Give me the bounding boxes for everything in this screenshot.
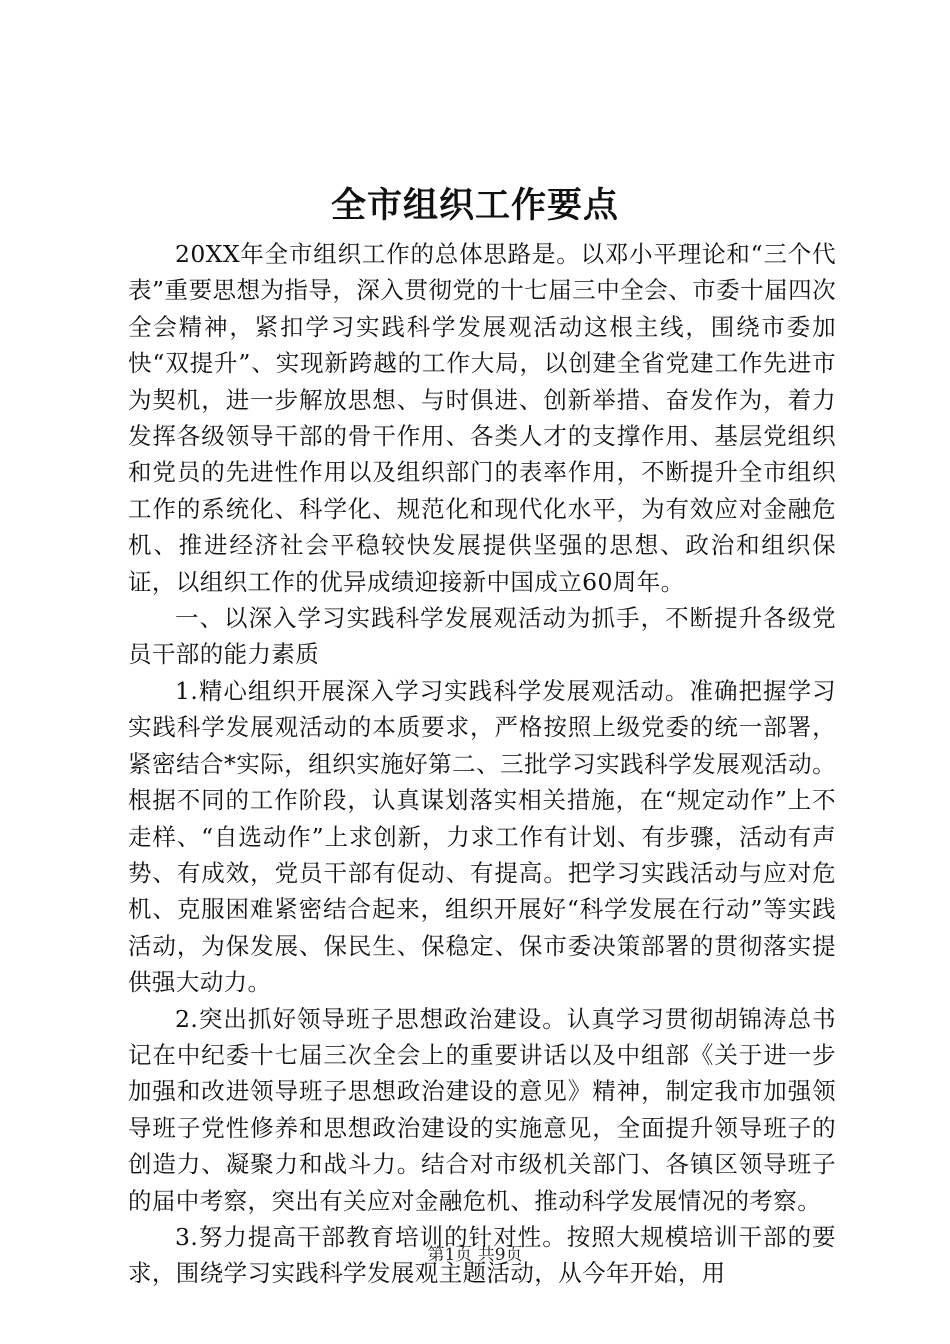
paragraph-item-1: 1.精心组织开展深入学习实践科学发展观活动。准确把握学习实践科学发展观活动的本质要求，严格按照上级党委的统一部署，紧密结合*实际，组织实施好第二、三批学习实践科学发展观活动。根据不同的工作阶段，认真谋划落实相关措施，在“规定动作”上不走样、“自选动作”上求创新，力求工作有计划、有步骤，活动有声势、有成效，党员干部有促动、有提高。把学习实践活动与应对危机、克服困难紧密结合起来，组织开展好“科学发展在行动”等实践活动，为保发展、保民生、保稳定、保市委决策部署的贯彻落实提供强大动力。 (128, 676, 836, 997)
document-body (128, 236, 836, 1292)
paragraph-item-2: 2.突出抓好领导班子思想政治建设。认真学习贯彻胡锦涛总书记在中纪委十七届三次全会上的重要讲话以及中组部《关于进一步加强和改进领导班子思想政治建设的意见》精神，制定我市加强领导班子党性修养和思想政治建设的实施意见，全面提升领导班子的创造力、凝聚力和战斗力。结合对市级机关部门、各镇区领导班子的届中考察，突出有关应对金融危机、推动科学发展情况的考察。 (128, 1004, 836, 1215)
paragraph-overview: 20XX年全市组织工作的总体思路是。以邓小平理论和“三个代表”重要思想为指导，深入贯彻党的十七届三中全会、市委十届四次全会精神，紧扣学习实践科学发展观活动这根主线，围绕市委加快“双提升”、实现新跨越的工作大局，以创建全省党建工作先进市为契机，进一步解放思想、与时俱进、创新举措、奋发作为，着力发挥各级领导干部的骨干作用、各类人才的支撑作用、基层党组织和党员的先进性作用以及组织部门的表率作用，不断提升全市组织工作的系统化、科学化、规范化和现代化水平，为有效应对金融危机、推进经济社会平稳较快发展提供坚强的思想、政治和组织保证，以组织工作的优异成绩迎接新中国成立60周年。 (128, 240, 836, 596)
paragraph-item-3: 3.努力提高干部教育培训的针对性。按照大规模培训干部的要求，围绕学习实践科学发展观主题活动，从今年开始，用 (128, 1222, 836, 1288)
page-number: 第1页 共9页 (427, 1245, 523, 1265)
section-heading-1: 一、以深入学习实践科学发展观活动为抓手，不断提升各级党员干部的能力素质 (128, 604, 836, 669)
document-title: 全市组织工作要点 (330, 185, 619, 226)
